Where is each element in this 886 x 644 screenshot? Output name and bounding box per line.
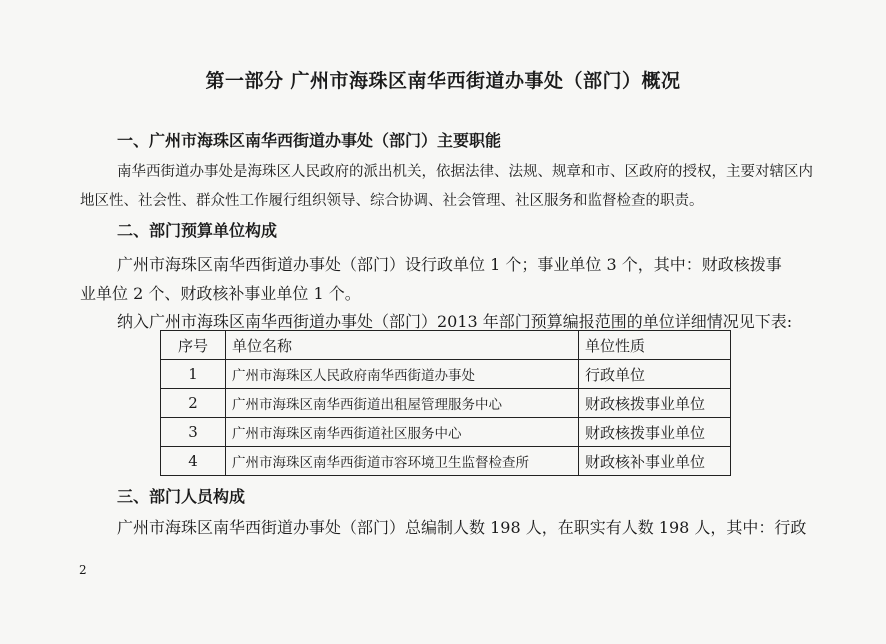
table-row — [161, 389, 731, 418]
table-row — [161, 447, 731, 476]
cell-unit-name: 广州市海珠区南华西街道市容环境卫生监督检查所 — [226, 447, 579, 476]
table-header-row — [161, 331, 731, 360]
section3-heading: 三、部门人员构成 — [117, 487, 246, 506]
section2-heading: 二、部门预算单位构成 — [117, 221, 278, 240]
cell-number: 3 — [161, 418, 226, 447]
section2-paragraph-line1: 广州市海珠区南华西街道办事处（部门）设行政单位 1 个；事业单位 3 个，其中：财政核拨事 — [117, 255, 782, 274]
cell-unit-type: 财政核拨事业单位 — [579, 389, 731, 418]
cell-number: 4 — [161, 447, 226, 476]
section1-paragraph-line1: 南华西街道办事处是海珠区人民政府的派出机关，依据法律、法规、规章和市、区政府的授权，主要对辖区内 — [117, 164, 813, 180]
page-number: 2 — [79, 563, 87, 577]
cell-unit-name: 广州市海珠区南华西街道社区服务中心 — [226, 418, 579, 447]
page-title: 第一部分 广州市海珠区南华西街道办事处（部门）概况 — [205, 70, 681, 92]
section1-paragraph-line2: 地区性、社会性、群众性工作履行组织领导、综合协调、社会管理、社区服务和监督检查的职责。 — [80, 193, 704, 209]
cell-unit-name: 广州市海珠区人民政府南华西街道办事处 — [226, 360, 579, 389]
column-header-unit-type: 单位性质 — [579, 331, 731, 360]
section2-paragraph-line2: 业单位 2 个、财政核补事业单位 1 个。 — [80, 284, 361, 303]
section1-heading: 一、广州市海珠区南华西街道办事处（部门）主要职能 — [117, 131, 502, 150]
column-header-number: 序号 — [161, 331, 226, 360]
cell-number: 1 — [161, 360, 226, 389]
cell-number: 2 — [161, 389, 226, 418]
column-header-unit-name: 单位名称 — [226, 331, 579, 360]
section2-paragraph-line3: 纳入广州市海珠区南华西街道办事处（部门）2013 年部门预算编报范围的单位详细情况见下表: — [117, 312, 793, 331]
section3-paragraph-line1: 广州市海珠区南华西街道办事处（部门）总编制人数 198 人，在职实有人数 198 人，其中：行政 — [117, 518, 807, 537]
budget-units-table — [160, 330, 731, 476]
cell-unit-type: 财政核补事业单位 — [579, 447, 731, 476]
table-row — [161, 418, 731, 447]
cell-unit-type: 财政核拨事业单位 — [579, 418, 731, 447]
cell-unit-name: 广州市海珠区南华西街道出租屋管理服务中心 — [226, 389, 579, 418]
cell-unit-type: 行政单位 — [579, 360, 731, 389]
table-row — [161, 360, 731, 389]
